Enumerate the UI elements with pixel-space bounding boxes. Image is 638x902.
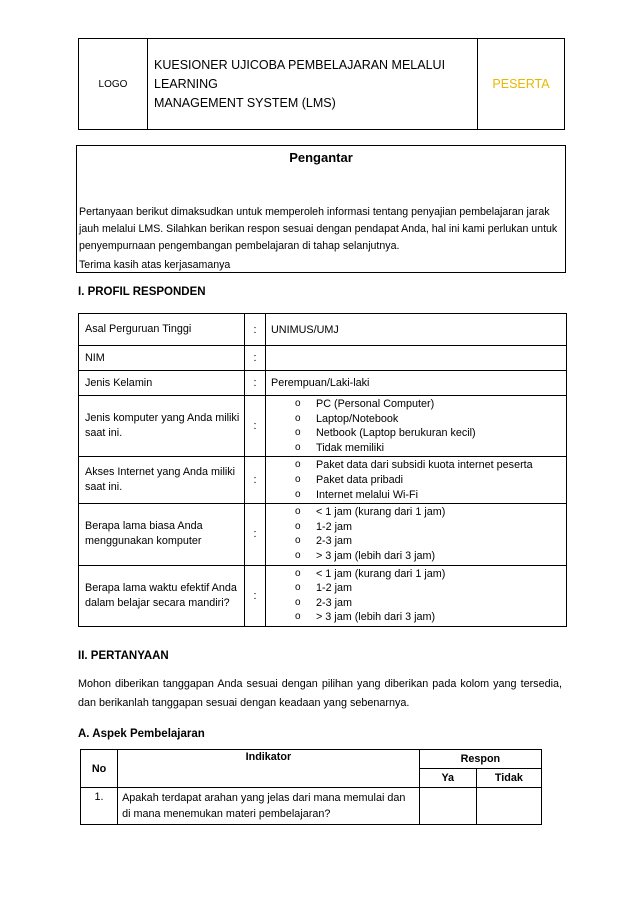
profile-label: Berapa lama biasa Anda menggunakan komputer	[79, 504, 245, 565]
option-label: < 1 jam (kurang dari 1 jam)	[316, 567, 446, 580]
options-cell	[266, 396, 567, 457]
option-circle-icon[interactable]: o	[295, 520, 301, 532]
profile-row	[79, 346, 567, 371]
response-ya-cell[interactable]	[419, 788, 476, 825]
options-cell	[266, 504, 567, 565]
profile-label: Berapa lama waktu efektif Anda dalam belajar secara mandiri?	[79, 565, 245, 626]
col-header-respon: Respon	[419, 750, 541, 769]
option-label: 2-3 jam	[316, 596, 353, 609]
option-item[interactable]	[271, 412, 565, 427]
option-item[interactable]	[271, 458, 565, 473]
colon: :	[245, 565, 266, 626]
colon: :	[245, 396, 266, 457]
option-list	[271, 397, 565, 455]
profile-label: NIM	[79, 346, 245, 371]
option-circle-icon[interactable]: o	[295, 398, 301, 409]
intro-title: Pengantar	[289, 150, 353, 165]
section-profil-heading: I. PROFIL RESPONDEN	[78, 286, 206, 298]
instructions-paragraph: Mohon diberikan tanggapan Anda sesuai dengan pilihan yang diberikan pada kolom yang tersedia, dan berikanlah tanggapan sesuai dengan keadaan yang sebenarnya.	[78, 678, 562, 709]
aspek-table	[80, 749, 542, 825]
option-list	[271, 505, 565, 563]
profile-value[interactable]: UNIMUS/UMJ	[266, 314, 567, 346]
option-item[interactable]	[271, 473, 565, 488]
profile-row	[79, 371, 567, 396]
option-label: Netbook (Laptop berukuran kecil)	[316, 427, 476, 440]
option-item[interactable]	[271, 505, 565, 520]
row-number: 1.	[81, 788, 118, 825]
col-header-indikator: Indikator	[118, 750, 420, 788]
option-label: Paket data pribadi	[316, 473, 404, 486]
colon: :	[245, 504, 266, 565]
options-cell	[266, 565, 567, 626]
option-list	[271, 567, 565, 625]
option-circle-icon[interactable]: o	[295, 427, 301, 439]
option-item[interactable]	[271, 549, 565, 564]
option-label: 2-3 jam	[316, 535, 353, 548]
profile-value[interactable]	[266, 346, 567, 371]
logo-placeholder: LOGO	[79, 39, 148, 130]
option-item[interactable]	[271, 397, 565, 412]
option-circle-icon[interactable]: o	[295, 473, 301, 485]
option-label: Laptop/Notebook	[316, 412, 399, 425]
option-circle-icon[interactable]: o	[295, 611, 301, 623]
option-label: Paket data dari subsidi kuota internet peserta	[316, 459, 533, 472]
role-label: PESERTA	[478, 39, 565, 130]
option-item[interactable]	[271, 534, 565, 549]
option-circle-icon[interactable]: o	[295, 582, 301, 594]
option-label: PC (Personal Computer)	[316, 398, 435, 410]
intro-thanks: Terima kasih atas kerjasamanya	[79, 259, 231, 271]
option-label: > 3 jam (lebih dari 3 jam)	[316, 549, 436, 562]
option-item[interactable]	[271, 567, 565, 582]
aspek-pembelajaran-heading: A. Aspek Pembelajaran	[78, 728, 205, 740]
col-header-tidak: Tidak	[476, 769, 541, 788]
option-circle-icon[interactable]: o	[295, 535, 301, 547]
profile-row	[79, 314, 567, 346]
option-list	[271, 458, 565, 502]
colon: :	[245, 371, 266, 396]
option-item[interactable]	[271, 488, 565, 503]
profile-table	[78, 313, 567, 627]
profile-label: Jenis Kelamin	[79, 371, 245, 396]
colon: :	[245, 314, 266, 346]
option-circle-icon[interactable]: o	[295, 506, 301, 518]
profile-option-row	[79, 504, 567, 565]
intro-box	[76, 145, 566, 273]
option-circle-icon[interactable]: o	[295, 549, 301, 561]
document-title-line1: KUESIONER UJICOBA PEMBELAJARAN MELALUI LEARNING	[154, 57, 446, 91]
option-label: 1-2 jam	[316, 582, 353, 595]
table-row	[81, 788, 542, 825]
option-label: < 1 jam (kurang dari 1 jam)	[316, 506, 446, 519]
option-item[interactable]	[271, 581, 565, 596]
option-circle-icon[interactable]: o	[295, 441, 301, 453]
profile-value[interactable]: Perempuan/Laki-laki	[266, 371, 567, 396]
option-label: Tidak memiliki	[316, 441, 384, 454]
profile-option-row	[79, 396, 567, 457]
col-header-no: No	[81, 750, 118, 788]
options-cell	[266, 457, 567, 504]
option-item[interactable]	[271, 520, 565, 535]
response-tidak-cell[interactable]	[476, 788, 541, 825]
document-title-line2: MANAGEMENT SYSTEM (LMS)	[154, 95, 336, 110]
option-circle-icon[interactable]: o	[295, 567, 301, 579]
profile-option-row	[79, 565, 567, 626]
option-item[interactable]	[271, 426, 565, 441]
section-pertanyaan-heading: II. PERTANYAAN	[78, 650, 169, 662]
colon: :	[245, 346, 266, 371]
profile-label: Asal Perguruan Tinggi	[79, 314, 245, 346]
profile-label: Akses Internet yang Anda miliki saat ini.	[79, 457, 245, 504]
colon: :	[245, 457, 266, 504]
option-label: > 3 jam (lebih dari 3 jam)	[316, 611, 436, 624]
option-circle-icon[interactable]: o	[295, 412, 301, 424]
option-circle-icon[interactable]: o	[295, 488, 301, 500]
option-item[interactable]	[271, 596, 565, 611]
profile-label: Jenis komputer yang Anda miliki saat ini.	[79, 396, 245, 457]
col-header-ya: Ya	[419, 769, 476, 788]
row-indikator: Apakah terdapat arahan yang jelas dari mana memulai dan di mana menemukan materi pembelajaran?	[118, 788, 420, 825]
document-header	[78, 38, 565, 130]
option-item[interactable]	[271, 441, 565, 456]
intro-paragraph: Pertanyaan berikut dimaksudkan untuk memperoleh informasi tentang penyajian pembelajaran jarak jauh melalui LMS. Silahkan berikan respon sesuai dengan pendapat Anda, hal ini kami perlukan untuk penyempurnaan pengembangan pembelajaran di tahap selanjutnya.	[79, 206, 558, 252]
document-title	[148, 39, 478, 130]
option-item[interactable]	[271, 610, 565, 625]
option-label: Internet melalui Wi-Fi	[316, 488, 418, 501]
option-label: 1-2 jam	[316, 520, 353, 533]
option-circle-icon[interactable]: o	[295, 596, 301, 608]
option-circle-icon[interactable]: o	[295, 459, 301, 471]
profile-option-row	[79, 457, 567, 504]
